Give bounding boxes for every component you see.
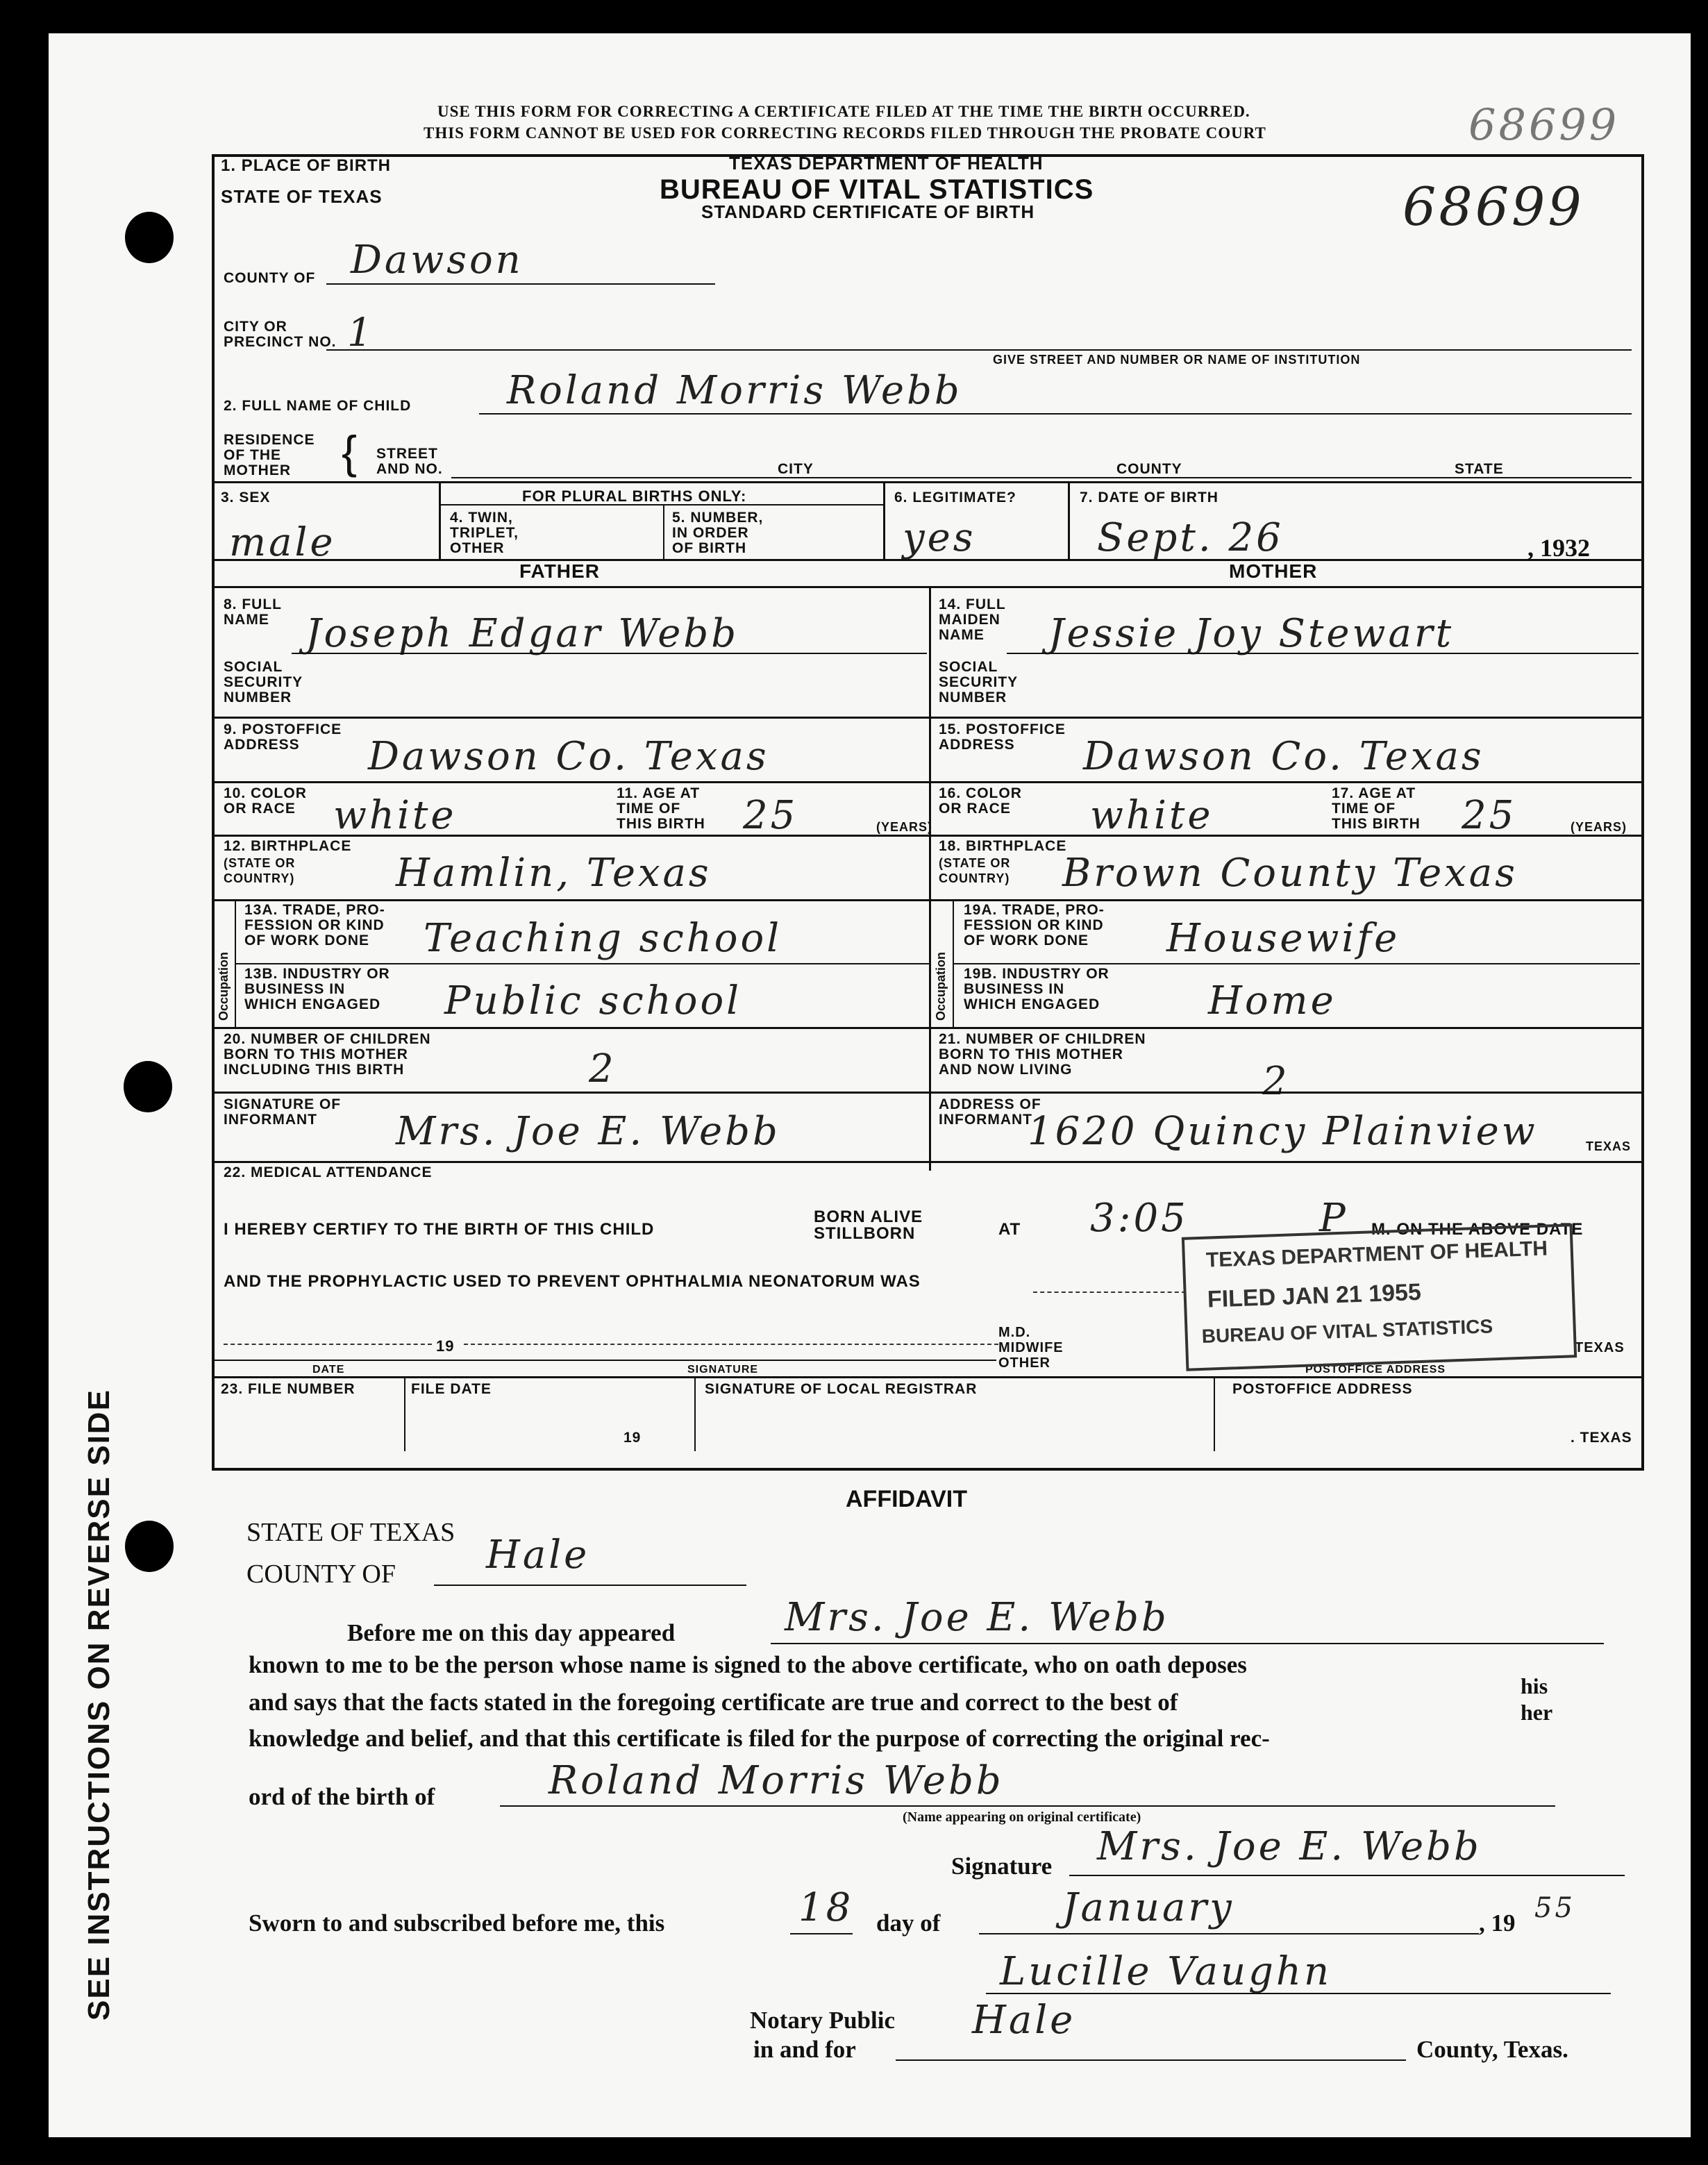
- day-of-text: day of: [876, 1909, 941, 1937]
- above-date-label: M. ON THE ABOVE DATE: [1371, 1220, 1584, 1239]
- her-option: her: [1521, 1700, 1553, 1725]
- informant-signature-label-1: SIGNATURE OF: [224, 1096, 342, 1112]
- father-industry-label-2: BUSINESS IN: [244, 981, 346, 997]
- residence-city-label: CITY: [778, 461, 814, 477]
- children-born-label-3: INCLUDING THIS BIRTH: [224, 1062, 405, 1078]
- notary-public-label: Notary Public: [750, 2007, 896, 2034]
- father-name-value: Joseph Edgar Webb: [305, 611, 739, 656]
- children-born-value: 2: [589, 1046, 617, 1092]
- stamp-line-2: FILED JAN 21 1955: [1207, 1278, 1422, 1313]
- bureau-title: BUREAU OF VITAL STATISTICS: [660, 174, 1094, 205]
- affidavit-child-name: Roland Morris Webb: [549, 1758, 1004, 1803]
- precinct-value: 1: [347, 310, 375, 356]
- place-of-birth-label: 1. PLACE OF BIRTH: [221, 156, 392, 175]
- twin-label-1: 4. TWIN,: [450, 510, 513, 526]
- mother-heading: MOTHER: [1229, 560, 1318, 582]
- mother-age-label-2: TIME OF: [1332, 801, 1396, 817]
- mother-years-label: (YEARS): [1571, 820, 1627, 834]
- city-label-1: CITY OR: [224, 319, 287, 335]
- father-trade-label-3: OF WORK DONE: [244, 933, 369, 948]
- affiant-signature-value: Mrs. Joe E. Webb: [1097, 1824, 1482, 1869]
- legitimate-value: yes: [903, 515, 976, 560]
- father-heading: FATHER: [519, 560, 600, 582]
- father-industry-value: Public school: [444, 978, 742, 1023]
- father-birthplace-label-1: 12. BIRTHPLACE: [224, 838, 352, 854]
- medical-signature-label: SIGNATURE: [687, 1364, 759, 1376]
- affidavit-line-3: and says that the facts stated in the foregoing certificate are true and correct to the best of: [249, 1689, 1178, 1716]
- father-age-label-3: THIS BIRTH: [617, 816, 705, 832]
- mother-trade-label-1: 19A. TRADE, PRO-: [964, 902, 1105, 918]
- binder-hole-bottom: [125, 1521, 174, 1572]
- notary-in-for-label: in and for: [753, 2036, 856, 2063]
- street-label-1: STREET: [376, 446, 438, 462]
- department-title: TEXAS DEPARTMENT OF HEALTH: [729, 153, 1044, 174]
- mother-color-label-2: OR RACE: [939, 801, 1011, 817]
- mother-age-value: 25: [1462, 793, 1517, 838]
- sworn-text: Sworn to and subscribed before me, this: [249, 1909, 665, 1937]
- birth-order-label-3: OF BIRTH: [672, 540, 747, 556]
- informant-address-label-1: ADDRESS OF: [939, 1096, 1041, 1112]
- appeared-value: Mrs. Joe E. Webb: [785, 1595, 1169, 1640]
- father-po-value: Dawson Co. Texas: [368, 734, 769, 779]
- informant-address-label-2: INFORMANT: [939, 1112, 1032, 1128]
- informant-signature-value: Mrs. Joe E. Webb: [396, 1109, 780, 1154]
- mother-industry-label-3: WHICH ENGAGED: [964, 996, 1100, 1012]
- father-trade-label-1: 13A. TRADE, PRO-: [244, 902, 385, 918]
- file-number-label: 23. FILE NUMBER: [221, 1381, 355, 1397]
- father-birthplace-label-3: COUNTRY): [224, 871, 295, 885]
- children-born-label-1: 20. NUMBER OF CHILDREN: [224, 1031, 431, 1047]
- certify-text: I HEREBY CERTIFY TO THE BIRTH OF THIS CHILD: [224, 1220, 655, 1239]
- sworn-month-value: January: [1062, 1885, 1234, 1930]
- children-living-label-2: BORN TO THIS MOTHER: [939, 1046, 1123, 1062]
- mother-name-label-3: NAME: [939, 627, 985, 643]
- children-living-label-1: 21. NUMBER OF CHILDREN: [939, 1031, 1146, 1047]
- mother-industry-value: Home: [1208, 978, 1337, 1023]
- file-date-label: FILE DATE: [411, 1381, 492, 1397]
- residence-brace: {: [342, 426, 358, 478]
- file-date-year-label: 19: [623, 1430, 642, 1446]
- plural-births-label: FOR PLURAL BIRTHS ONLY:: [522, 487, 747, 505]
- his-option: his: [1521, 1673, 1548, 1698]
- father-name-label-2: NAME: [224, 612, 269, 628]
- residence-state-label: STATE: [1455, 461, 1504, 477]
- twin-label-2: TRIPLET,: [450, 525, 519, 541]
- mother-birthplace-label-2: (STATE OR: [939, 856, 1011, 870]
- mother-name-label-2: MAIDEN: [939, 612, 1000, 628]
- sex-label: 3. SEX: [221, 490, 271, 505]
- appeared-text: Before me on this day appeared: [347, 1619, 676, 1646]
- binder-hole-middle: [124, 1061, 172, 1112]
- mother-birthplace-label-3: COUNTRY): [939, 871, 1010, 885]
- informant-address-value: 1620 Quincy Plainview: [1028, 1109, 1538, 1154]
- local-registrar-label: SIGNATURE OF LOCAL REGISTRAR: [705, 1381, 978, 1397]
- informant-signature-label-2: INFORMANT: [224, 1112, 317, 1128]
- mother-birthplace-label-1: 18. BIRTHPLACE: [939, 838, 1067, 854]
- midwife-label: MIDWIFE: [998, 1340, 1064, 1355]
- sex-value: male: [229, 520, 336, 565]
- father-color-label-1: 10. COLOR: [224, 785, 307, 801]
- registrar-po-address-label: POSTOFFICE ADDRESS: [1232, 1381, 1413, 1397]
- medical-attendance-label: 22. MEDICAL ATTENDANCE: [224, 1164, 433, 1180]
- birth-order-label-2: IN ORDER: [672, 525, 749, 541]
- reverse-side-instructions: SEE INSTRUCTIONS ON REVERSE SIDE: [82, 1389, 116, 2021]
- father-ssn-label-2: SECURITY: [224, 674, 303, 690]
- legitimate-label: 6. LEGITIMATE?: [894, 490, 1016, 505]
- mother-color-label-1: 16. COLOR: [939, 785, 1022, 801]
- father-industry-label-1: 13B. INDUSTRY OR: [244, 966, 390, 982]
- father-trade-label-2: FESSION OR KIND: [244, 917, 385, 933]
- city-label-2: PRECINCT NO.: [224, 334, 337, 350]
- residence-label-1: RESIDENCE: [224, 432, 315, 448]
- md-label: M.D.: [998, 1325, 1031, 1340]
- date-of-birth-label: 7. DATE OF BIRTH: [1080, 490, 1219, 505]
- informant-address-state: TEXAS: [1586, 1139, 1632, 1153]
- father-industry-label-3: WHICH ENGAGED: [244, 996, 381, 1012]
- state-of-texas-label: STATE OF TEXAS: [221, 186, 383, 207]
- affidavit-county-label: COUNTY OF: [246, 1560, 396, 1589]
- sworn-day-value: 18: [798, 1885, 854, 1930]
- children-born-label-2: BORN TO THIS MOTHER: [224, 1046, 408, 1062]
- affidavit-county-value: Hale: [486, 1532, 590, 1578]
- registrar-state-label: . TEXAS: [1571, 1430, 1632, 1446]
- sworn-year-value: 55: [1534, 1892, 1575, 1924]
- medical-date-label: DATE: [312, 1364, 345, 1376]
- mother-ssn-label-3: NUMBER: [939, 689, 1007, 705]
- mother-name-value: Jessie Joy Stewart: [1048, 611, 1455, 656]
- residence-county-label: COUNTY: [1116, 461, 1182, 477]
- mother-color-value: white: [1090, 793, 1214, 838]
- county-value: Dawson: [351, 237, 524, 283]
- father-name-label-1: 8. FULL: [224, 596, 282, 612]
- filed-stamp: [1182, 1223, 1577, 1371]
- father-age-label-2: TIME OF: [617, 801, 681, 817]
- other-label: OTHER: [998, 1355, 1050, 1371]
- mother-age-label-1: 17. AGE AT: [1332, 785, 1416, 801]
- mother-trade-label-2: FESSION OR KIND: [964, 917, 1104, 933]
- time-of-birth-value: 3:05: [1090, 1196, 1189, 1241]
- children-living-value: 2: [1262, 1059, 1290, 1104]
- mother-industry-label-1: 19B. INDUSTRY OR: [964, 966, 1110, 982]
- mother-po-label-2: ADDRESS: [939, 737, 1015, 753]
- medical-year-label: 19: [436, 1337, 455, 1355]
- give-street-label: GIVE STREET AND NUMBER OR NAME OF INSTITUTION: [993, 353, 1361, 367]
- county-texas-label: County, Texas.: [1416, 2036, 1568, 2063]
- father-birthplace-label-2: (STATE OR: [224, 856, 296, 870]
- header-line-2: THIS FORM CANNOT BE USED FOR CORRECTING RECORDS FILED THROUGH THE PROBATE COURT: [424, 124, 1266, 142]
- father-color-label-2: OR RACE: [224, 801, 296, 817]
- sworn-year-prefix: , 19: [1479, 1909, 1516, 1937]
- residence-label-3: MOTHER: [224, 462, 291, 478]
- birth-order-label-1: 5. NUMBER,: [672, 510, 764, 526]
- children-living-label-3: AND NOW LIVING: [939, 1062, 1073, 1078]
- father-trade-value: Teaching school: [424, 916, 782, 961]
- certificate-number: 68699: [1403, 176, 1584, 237]
- certificate-number-top: 68699: [1468, 99, 1620, 150]
- father-birthplace-value: Hamlin, Texas: [396, 851, 712, 896]
- child-name-label: 2. FULL NAME OF CHILD: [224, 398, 412, 414]
- father-ssn-label-3: NUMBER: [224, 689, 292, 705]
- residence-label-2: OF THE: [224, 447, 281, 463]
- notary-county-value: Hale: [972, 1998, 1076, 2043]
- mother-po-label-1: 15. POSTOFFICE: [939, 721, 1066, 737]
- twin-label-3: OTHER: [450, 540, 505, 556]
- street-label-2: AND NO.: [376, 461, 443, 477]
- father-ssn-label-1: SOCIAL: [224, 659, 283, 675]
- father-po-label-1: 9. POSTOFFICE: [224, 721, 342, 737]
- child-name-value: Roland Morris Webb: [507, 368, 962, 413]
- father-age-label-1: 11. AGE AT: [617, 785, 701, 801]
- name-on-original-note: (Name appearing on original certificate): [903, 1809, 1141, 1825]
- stillborn-label: STILLBORN: [814, 1224, 916, 1243]
- mother-ssn-label-1: SOCIAL: [939, 659, 998, 675]
- affidavit-state: STATE OF TEXAS: [246, 1518, 455, 1547]
- mother-birthplace-value: Brown County Texas: [1062, 851, 1518, 896]
- date-of-birth-value: Sept. 26: [1097, 515, 1284, 560]
- father-occupation-side-label: Occupation: [217, 951, 231, 1021]
- mother-industry-label-2: BUSINESS IN: [964, 981, 1065, 997]
- affidavit-line-2: known to me to be the person whose name is signed to the above certificate, who on oath deposes: [249, 1651, 1247, 1678]
- father-years-label: (YEARS): [876, 820, 933, 834]
- birth-year-value: , 1932: [1527, 534, 1590, 562]
- mother-trade-label-3: OF WORK DONE: [964, 933, 1089, 948]
- county-label: COUNTY OF: [224, 270, 316, 286]
- certificate-title: STANDARD CERTIFICATE OF BIRTH: [701, 201, 1035, 222]
- affidavit-line-4: knowledge and belief, and that this certificate is filed for the purpose of correcting the original rec-: [249, 1725, 1270, 1752]
- father-color-value: white: [333, 793, 457, 838]
- at-label: AT: [998, 1220, 1021, 1239]
- mother-ssn-label-2: SECURITY: [939, 674, 1019, 690]
- affidavit-title: AFFIDAVIT: [846, 1486, 968, 1512]
- pm-value: P: [1319, 1196, 1348, 1241]
- mother-age-label-3: THIS BIRTH: [1332, 816, 1421, 832]
- medical-state-label: TEXAS: [1575, 1340, 1625, 1355]
- stamp-line-3: BUREAU OF VITAL STATISTICS: [1201, 1315, 1493, 1347]
- stamp-line-1: TEXAS DEPARTMENT OF HEALTH: [1205, 1237, 1548, 1272]
- affidavit-line-5: ord of the birth of: [249, 1783, 435, 1810]
- header-line-1: USE THIS FORM FOR CORRECTING A CERTIFICATE FILED AT THE TIME THE BIRTH OCCURRED.: [437, 103, 1250, 120]
- father-po-label-2: ADDRESS: [224, 737, 300, 753]
- prophylactic-text: AND THE PROPHYLACTIC USED TO PREVENT OPHTHALMIA NEONATORUM WAS: [224, 1272, 921, 1291]
- notary-signature: Lucille Vaughn: [1000, 1949, 1332, 1994]
- father-age-value: 25: [743, 793, 798, 838]
- mother-po-value: Dawson Co. Texas: [1083, 734, 1484, 779]
- mother-occupation-side-label: Occupation: [934, 951, 948, 1021]
- affiant-signature-label: Signature: [951, 1853, 1053, 1880]
- mother-trade-value: Housewife: [1166, 916, 1400, 961]
- binder-hole-top: [125, 212, 174, 263]
- mother-name-label-1: 14. FULL: [939, 596, 1006, 612]
- born-alive-label: BORN ALIVE: [814, 1207, 923, 1226]
- medical-po-address-label: POSTOFFICE ADDRESS: [1305, 1364, 1446, 1376]
